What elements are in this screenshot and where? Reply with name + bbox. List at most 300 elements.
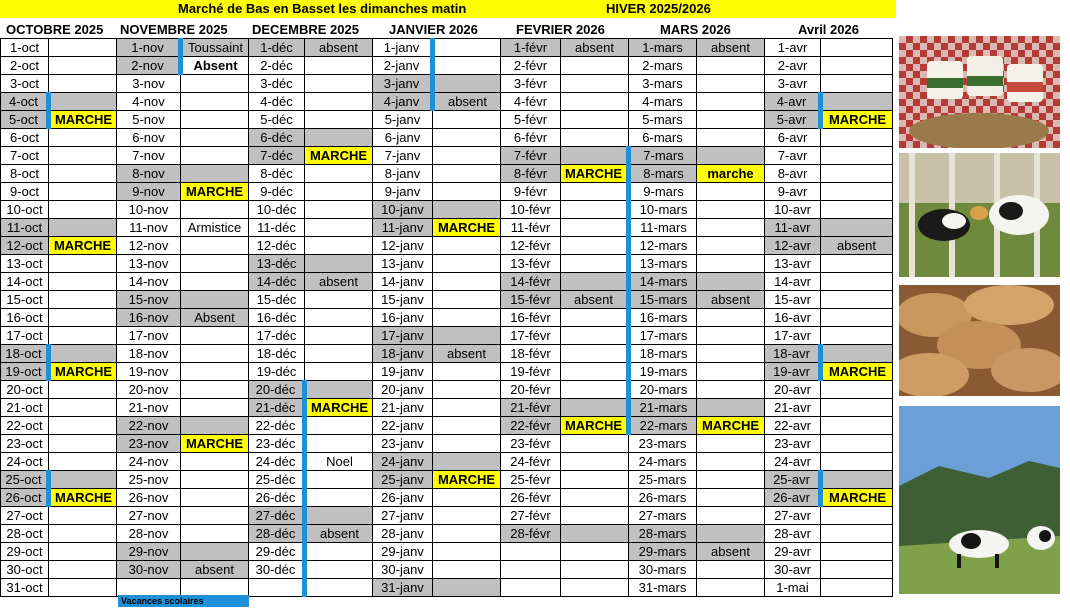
- status-cell: [305, 435, 373, 453]
- status-cell: [181, 525, 249, 543]
- status-cell: absent: [181, 561, 249, 579]
- date-cell: 9-janv: [373, 183, 433, 201]
- date-cell: 28-déc: [249, 525, 305, 543]
- status-cell: [821, 57, 893, 75]
- status-cell: [561, 57, 629, 75]
- date-cell: 18-févr: [501, 345, 561, 363]
- date-cell: 10-oct: [1, 201, 49, 219]
- date-cell: 25-déc: [249, 471, 305, 489]
- status-cell: [561, 111, 629, 129]
- status-cell: [821, 561, 893, 579]
- status-cell: MARCHE: [49, 111, 117, 129]
- status-cell: [433, 399, 501, 417]
- table-row: [1, 111, 893, 129]
- date-cell: 18-mars: [629, 345, 697, 363]
- table-row: [1, 543, 893, 561]
- date-cell: 29-déc: [249, 543, 305, 561]
- table-row: [1, 75, 893, 93]
- status-cell: [49, 507, 117, 525]
- date-cell: 15-déc: [249, 291, 305, 309]
- month-header: JANVIER 2026: [389, 22, 478, 37]
- date-cell: 13-déc: [249, 255, 305, 273]
- date-cell: 12-déc: [249, 237, 305, 255]
- date-cell: 12-nov: [117, 237, 181, 255]
- date-cell: 23-janv: [373, 435, 433, 453]
- date-cell: 29-oct: [1, 543, 49, 561]
- date-cell: 5-févr: [501, 111, 561, 129]
- status-cell: [181, 471, 249, 489]
- status-cell: MARCHE: [821, 363, 893, 381]
- status-cell: [697, 57, 765, 75]
- status-cell: [49, 309, 117, 327]
- table-row: [1, 219, 893, 237]
- date-cell: 26-oct: [1, 489, 49, 507]
- table-row: [1, 345, 893, 363]
- status-cell: [433, 237, 501, 255]
- status-cell: [561, 93, 629, 111]
- status-cell: [821, 219, 893, 237]
- yogurt-photo: [899, 36, 1060, 148]
- date-cell: 20-oct: [1, 381, 49, 399]
- date-cell: 24-févr: [501, 453, 561, 471]
- status-cell: [697, 579, 765, 597]
- status-cell: absent: [305, 525, 373, 543]
- table-row: [1, 453, 893, 471]
- date-cell: 23-févr: [501, 435, 561, 453]
- status-cell: [49, 399, 117, 417]
- status-cell: [821, 291, 893, 309]
- date-cell: 21-nov: [117, 399, 181, 417]
- status-cell: [697, 75, 765, 93]
- date-cell: 19-déc: [249, 363, 305, 381]
- date-cell: 14-avr: [765, 273, 821, 291]
- date-cell: 28-avr: [765, 525, 821, 543]
- date-cell: 8-avr: [765, 165, 821, 183]
- date-cell: 19-nov: [117, 363, 181, 381]
- date-cell: 10-janv: [373, 201, 433, 219]
- status-cell: Absent: [181, 57, 249, 75]
- status-cell: [561, 183, 629, 201]
- date-cell: 13-mars: [629, 255, 697, 273]
- status-cell: [697, 111, 765, 129]
- date-cell: 6-nov: [117, 129, 181, 147]
- date-cell: 17-oct: [1, 327, 49, 345]
- date-cell: 8-nov: [117, 165, 181, 183]
- date-cell: 22-janv: [373, 417, 433, 435]
- status-cell: [49, 219, 117, 237]
- date-cell: 13-janv: [373, 255, 433, 273]
- status-cell: MARCHE: [433, 471, 501, 489]
- status-cell: [433, 435, 501, 453]
- date-cell: 7-nov: [117, 147, 181, 165]
- status-cell: [305, 309, 373, 327]
- date-cell: 9-nov: [117, 183, 181, 201]
- date-cell: 3-févr: [501, 75, 561, 93]
- date-cell: 6-avr: [765, 129, 821, 147]
- status-cell: [49, 165, 117, 183]
- table-row: [1, 471, 893, 489]
- date-cell: 25-avr: [765, 471, 821, 489]
- date-cell: 21-oct: [1, 399, 49, 417]
- status-cell: [181, 327, 249, 345]
- table-row: [1, 381, 893, 399]
- date-cell: 6-févr: [501, 129, 561, 147]
- status-cell: [305, 219, 373, 237]
- status-cell: [697, 219, 765, 237]
- date-cell: 3-déc: [249, 75, 305, 93]
- table-row: [1, 399, 893, 417]
- date-cell: 6-déc: [249, 129, 305, 147]
- status-cell: [49, 75, 117, 93]
- date-cell: 16-nov: [117, 309, 181, 327]
- date-cell: 5-déc: [249, 111, 305, 129]
- cows-barn-photo: [899, 153, 1060, 277]
- date-cell: 27-déc: [249, 507, 305, 525]
- date-cell: 28-mars: [629, 525, 697, 543]
- status-cell: [305, 111, 373, 129]
- date-cell: 23-nov: [117, 435, 181, 453]
- date-cell: 1-nov: [117, 39, 181, 57]
- date-cell: 19-janv: [373, 363, 433, 381]
- status-cell: [181, 273, 249, 291]
- date-cell: 17-nov: [117, 327, 181, 345]
- date-cell: 5-avr: [765, 111, 821, 129]
- status-cell: absent: [561, 39, 629, 57]
- date-cell: 21-mars: [629, 399, 697, 417]
- cows-pasture-photo: [899, 406, 1060, 594]
- date-cell: 31-oct: [1, 579, 49, 597]
- status-cell: [433, 489, 501, 507]
- date-cell: 17-janv: [373, 327, 433, 345]
- status-cell: [561, 579, 629, 597]
- date-cell: 2-mars: [629, 57, 697, 75]
- table-row: [1, 57, 893, 75]
- date-cell: 12-mars: [629, 237, 697, 255]
- status-cell: [49, 327, 117, 345]
- status-cell: [697, 507, 765, 525]
- date-cell: 3-avr: [765, 75, 821, 93]
- status-cell: [433, 363, 501, 381]
- status-cell: Noel: [305, 453, 373, 471]
- status-cell: absent: [697, 543, 765, 561]
- status-cell: [49, 417, 117, 435]
- month-header: FEVRIER 2026: [516, 22, 605, 37]
- status-cell: [305, 489, 373, 507]
- status-cell: [181, 507, 249, 525]
- date-cell: 17-mars: [629, 327, 697, 345]
- table-row: [1, 579, 893, 597]
- date-cell: 21-févr: [501, 399, 561, 417]
- status-cell: MARCHE: [697, 417, 765, 435]
- status-cell: [821, 453, 893, 471]
- table-row: [1, 561, 893, 579]
- status-cell: [181, 543, 249, 561]
- date-cell: 5-janv: [373, 111, 433, 129]
- status-cell: [821, 543, 893, 561]
- date-cell: 14-nov: [117, 273, 181, 291]
- date-cell: 12-janv: [373, 237, 433, 255]
- date-cell: 7-oct: [1, 147, 49, 165]
- date-cell: 2-déc: [249, 57, 305, 75]
- date-cell: 19-févr: [501, 363, 561, 381]
- date-cell: 29-mars: [629, 543, 697, 561]
- status-cell: [49, 147, 117, 165]
- status-cell: [821, 345, 893, 363]
- date-cell: 18-avr: [765, 345, 821, 363]
- status-cell: [181, 129, 249, 147]
- status-cell: [561, 435, 629, 453]
- date-cell: 20-févr: [501, 381, 561, 399]
- table-row: [1, 147, 893, 165]
- status-cell: [433, 453, 501, 471]
- status-cell: [49, 525, 117, 543]
- status-cell: [181, 237, 249, 255]
- date-cell: 10-mars: [629, 201, 697, 219]
- status-cell: MARCHE: [821, 111, 893, 129]
- date-cell: 9-oct: [1, 183, 49, 201]
- status-cell: [561, 507, 629, 525]
- status-cell: [561, 255, 629, 273]
- date-cell: 16-févr: [501, 309, 561, 327]
- status-cell: MARCHE: [433, 219, 501, 237]
- date-cell: 11-janv: [373, 219, 433, 237]
- status-cell: [821, 435, 893, 453]
- date-cell: 28-nov: [117, 525, 181, 543]
- date-cell: 27-oct: [1, 507, 49, 525]
- status-cell: [561, 525, 629, 543]
- date-cell: 3-nov: [117, 75, 181, 93]
- date-cell: 24-oct: [1, 453, 49, 471]
- status-cell: MARCHE: [305, 147, 373, 165]
- date-cell: 10-févr: [501, 201, 561, 219]
- date-cell: 11-avr: [765, 219, 821, 237]
- status-cell: [181, 165, 249, 183]
- status-cell: [433, 57, 501, 75]
- date-cell: 28-janv: [373, 525, 433, 543]
- date-cell: 13-nov: [117, 255, 181, 273]
- status-cell: [821, 39, 893, 57]
- season-label: HIVER 2025/2026: [606, 1, 711, 16]
- status-cell: [49, 561, 117, 579]
- date-cell: 26-janv: [373, 489, 433, 507]
- date-cell: 2-févr: [501, 57, 561, 75]
- status-cell: [305, 561, 373, 579]
- date-cell: 27-mars: [629, 507, 697, 525]
- date-cell: 21-janv: [373, 399, 433, 417]
- status-cell: [49, 201, 117, 219]
- status-cell: [305, 291, 373, 309]
- table-row: [1, 417, 893, 435]
- status-cell: [305, 237, 373, 255]
- date-cell: 2-oct: [1, 57, 49, 75]
- date-cell: 30-nov: [117, 561, 181, 579]
- calendar-table: [0, 38, 893, 597]
- date-cell: 15-mars: [629, 291, 697, 309]
- status-cell: [561, 273, 629, 291]
- date-cell: 6-janv: [373, 129, 433, 147]
- date-cell: 25-oct: [1, 471, 49, 489]
- date-cell: 4-avr: [765, 93, 821, 111]
- date-cell: 16-oct: [1, 309, 49, 327]
- table-row: [1, 489, 893, 507]
- status-cell: [433, 273, 501, 291]
- status-cell: [433, 417, 501, 435]
- date-cell: 1-mai: [765, 579, 821, 597]
- status-cell: [697, 399, 765, 417]
- month-header: Avril 2026: [798, 22, 859, 37]
- date-cell: 4-oct: [1, 93, 49, 111]
- table-row: [1, 309, 893, 327]
- date-cell: 7-janv: [373, 147, 433, 165]
- status-cell: [305, 93, 373, 111]
- status-cell: [49, 273, 117, 291]
- status-cell: [49, 543, 117, 561]
- date-cell: 13-oct: [1, 255, 49, 273]
- date-cell: 6-mars: [629, 129, 697, 147]
- date-cell: 10-avr: [765, 201, 821, 219]
- school-holidays-legend: Vacances scolaires: [118, 595, 249, 607]
- date-cell: 18-déc: [249, 345, 305, 363]
- status-cell: absent: [433, 345, 501, 363]
- date-cell: 15-févr: [501, 291, 561, 309]
- table-row: [1, 237, 893, 255]
- date-cell: 22-févr: [501, 417, 561, 435]
- date-cell: 8-janv: [373, 165, 433, 183]
- date-cell: 15-avr: [765, 291, 821, 309]
- date-cell: 9-févr: [501, 183, 561, 201]
- date-cell: 14-mars: [629, 273, 697, 291]
- month-header: NOVEMBRE 2025: [120, 22, 228, 37]
- status-cell: [561, 489, 629, 507]
- status-cell: Toussaint: [181, 39, 249, 57]
- status-cell: [697, 129, 765, 147]
- status-cell: MARCHE: [49, 363, 117, 381]
- status-cell: [305, 507, 373, 525]
- status-cell: [433, 507, 501, 525]
- date-cell: 10-déc: [249, 201, 305, 219]
- date-cell: 22-avr: [765, 417, 821, 435]
- date-cell: 1-oct: [1, 39, 49, 57]
- date-cell: 11-nov: [117, 219, 181, 237]
- month-header: OCTOBRE 2025: [6, 22, 104, 37]
- status-cell: [181, 363, 249, 381]
- date-cell: [501, 579, 561, 597]
- date-cell: 20-avr: [765, 381, 821, 399]
- date-cell: 24-nov: [117, 453, 181, 471]
- status-cell: [561, 327, 629, 345]
- status-cell: [821, 183, 893, 201]
- page-title: Marché de Bas en Basset les dimanches matin: [178, 1, 467, 16]
- status-cell: MARCHE: [561, 417, 629, 435]
- status-cell: [433, 327, 501, 345]
- status-cell: [821, 147, 893, 165]
- status-cell: [433, 129, 501, 147]
- date-cell: 27-févr: [501, 507, 561, 525]
- status-cell: [433, 75, 501, 93]
- date-cell: 22-déc: [249, 417, 305, 435]
- status-cell: [305, 75, 373, 93]
- status-cell: [49, 381, 117, 399]
- status-cell: absent: [821, 237, 893, 255]
- date-cell: 17-avr: [765, 327, 821, 345]
- table-row: [1, 507, 893, 525]
- date-cell: 6-oct: [1, 129, 49, 147]
- status-cell: [561, 381, 629, 399]
- date-cell: 23-déc: [249, 435, 305, 453]
- table-row: [1, 435, 893, 453]
- date-cell: 14-janv: [373, 273, 433, 291]
- status-cell: MARCHE: [561, 165, 629, 183]
- date-cell: 15-nov: [117, 291, 181, 309]
- table-row: [1, 183, 893, 201]
- status-cell: [697, 237, 765, 255]
- date-cell: 23-oct: [1, 435, 49, 453]
- status-cell: [561, 201, 629, 219]
- date-cell: 26-avr: [765, 489, 821, 507]
- date-cell: 4-févr: [501, 93, 561, 111]
- date-cell: 21-avr: [765, 399, 821, 417]
- date-cell: 16-déc: [249, 309, 305, 327]
- status-cell: [561, 129, 629, 147]
- date-cell: 30-oct: [1, 561, 49, 579]
- date-cell: 31-janv: [373, 579, 433, 597]
- status-cell: [433, 309, 501, 327]
- status-cell: [561, 399, 629, 417]
- status-cell: [305, 417, 373, 435]
- date-cell: 9-avr: [765, 183, 821, 201]
- date-cell: 5-mars: [629, 111, 697, 129]
- date-cell: 29-avr: [765, 543, 821, 561]
- date-cell: 29-janv: [373, 543, 433, 561]
- date-cell: 26-févr: [501, 489, 561, 507]
- status-cell: [305, 363, 373, 381]
- status-cell: [821, 579, 893, 597]
- status-cell: absent: [305, 39, 373, 57]
- status-cell: [433, 111, 501, 129]
- date-cell: 7-déc: [249, 147, 305, 165]
- date-cell: 30-avr: [765, 561, 821, 579]
- status-cell: [561, 345, 629, 363]
- date-cell: 9-déc: [249, 183, 305, 201]
- status-cell: absent: [433, 93, 501, 111]
- date-cell: 22-mars: [629, 417, 697, 435]
- status-cell: [697, 435, 765, 453]
- month-header: MARS 2026: [660, 22, 731, 37]
- status-cell: Armistice: [181, 219, 249, 237]
- status-cell: [433, 147, 501, 165]
- date-cell: 24-mars: [629, 453, 697, 471]
- status-cell: [697, 489, 765, 507]
- status-cell: [561, 453, 629, 471]
- status-cell: [181, 75, 249, 93]
- status-cell: [821, 255, 893, 273]
- date-cell: [117, 579, 181, 597]
- date-cell: 24-déc: [249, 453, 305, 471]
- status-cell: [561, 147, 629, 165]
- date-cell: 11-déc: [249, 219, 305, 237]
- cheese-photo: [899, 285, 1060, 396]
- status-cell: [561, 471, 629, 489]
- date-cell: 20-nov: [117, 381, 181, 399]
- date-cell: 18-oct: [1, 345, 49, 363]
- status-cell: [821, 327, 893, 345]
- date-cell: 26-déc: [249, 489, 305, 507]
- table-row: [1, 525, 893, 543]
- date-cell: 8-déc: [249, 165, 305, 183]
- status-cell: [181, 291, 249, 309]
- date-cell: 7-mars: [629, 147, 697, 165]
- status-cell: [49, 255, 117, 273]
